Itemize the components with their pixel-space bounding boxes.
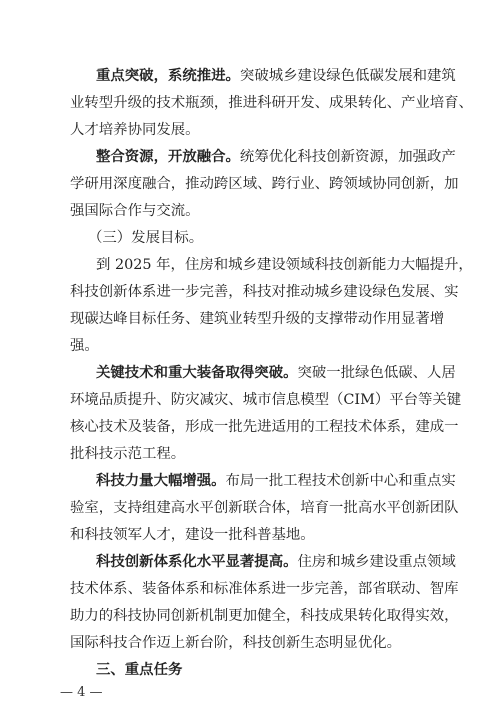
paragraph-4-lead: 关键技术和重大装备取得突破。: [96, 365, 298, 381]
paragraph-2-line-2: [70, 174, 459, 194]
paragraph-4-text-3: 核心技术及装备，形成一批先进适用的工程技术体系，建成一: [70, 419, 459, 435]
paragraph-5-text-1: 布局一批工程技术创新中心和重点实: [225, 473, 456, 489]
paragraph-3-text-2: 科技创新体系进一步完善，科技对推动城乡建设绿色发展、实: [70, 284, 459, 300]
paragraph-5-line-2: [70, 498, 459, 518]
paragraph-4-line-1: [96, 363, 456, 383]
paragraph-3-line-2: [70, 282, 459, 302]
paragraph-5-text-3: 和科技领军人才，建设一批科普基地。: [70, 527, 315, 543]
paragraph-3-line-1: [96, 255, 473, 275]
paragraph-3-line-4: [70, 336, 432, 356]
paragraph-1-text-1: 突破城乡建设绿色低碳发展和建筑: [239, 68, 456, 84]
paragraph-1-line-3: [70, 120, 432, 140]
paragraph-3-line-3: [70, 309, 445, 329]
paragraph-3-text-4: 强。: [70, 338, 99, 354]
paragraph-5-line-1: [96, 471, 456, 491]
paragraph-3-text-1: 到 2025 年，住房和城乡建设领域科技创新能力大幅提升，: [96, 257, 473, 273]
paragraph-2-line-1: [96, 147, 456, 167]
paragraph-6-text-2: 技术体系、装备体系和标准体系进一步完善，部省联动、智库: [70, 581, 459, 597]
paragraph-6-line-2: [70, 579, 459, 599]
paragraph-1-text-3: 人才培养协同发展。: [70, 122, 200, 138]
section-heading-key-tasks: 三、重点任务: [96, 662, 183, 678]
paragraph-6-line-4: [70, 633, 432, 653]
page-number: — 4 —: [60, 685, 103, 700]
section-heading-goals: （三）发展目标。: [88, 230, 204, 246]
paragraph-6-lead: 科技创新体系化水平显著提高。: [96, 554, 298, 570]
paragraph-4-line-2: [70, 390, 462, 410]
paragraph-4-text-4: 批科技示范工程。: [70, 446, 186, 462]
paragraph-1-line-1: [96, 66, 456, 86]
paragraph-6-line-1: [96, 552, 456, 572]
paragraph-2-text-1: 统筹优化科技创新资源，加强政产: [239, 149, 456, 165]
paragraph-6-text-4: 国际科技合作迈上新台阶，科技创新生态明显优化。: [70, 635, 401, 651]
paragraph-3-text-3: 现碳达峰目标任务、建筑业转型升级的支撑带动作用显著增: [70, 311, 445, 327]
paragraph-4-line-4: [70, 444, 432, 464]
paragraph-4-text-1: 突破一批绿色低碳、人居: [297, 365, 456, 381]
paragraph-2-text-3: 强国际合作与交流。: [70, 203, 200, 219]
paragraph-6-text-1: 住房和城乡建设重点领域: [297, 554, 456, 570]
paragraph-6-line-3: [70, 606, 459, 626]
paragraph-5-text-2: 验室，支持组建高水平创新联合体，培育一批高水平创新团队: [70, 500, 459, 516]
paragraph-1-line-2: [70, 93, 473, 113]
paragraph-5-line-3: [70, 525, 432, 545]
paragraph-4-text-2: 环境品质提升、防灾减灾、城市信息模型（CIM）平台等关键: [70, 392, 462, 408]
paragraph-4-line-3: [70, 417, 459, 437]
paragraph-6-text-3: 助力的科技协同创新机制更加健全，科技成果转化取得实效，: [70, 608, 459, 624]
paragraph-2-lead: 整合资源，开放融合。: [96, 149, 240, 165]
paragraph-5-lead: 科技力量大幅增强。: [96, 473, 226, 489]
paragraph-1-text-2: 业转型升级的技术瓶颈，推进科研开发、成果转化、产业培育、: [70, 95, 473, 111]
paragraph-1-lead: 重点突破，系统推进。: [96, 68, 240, 84]
paragraph-2-text-2: 学研用深度融合，推动跨区域、跨行业、跨领域协同创新，加: [70, 176, 459, 192]
paragraph-2-line-3: [70, 201, 432, 221]
